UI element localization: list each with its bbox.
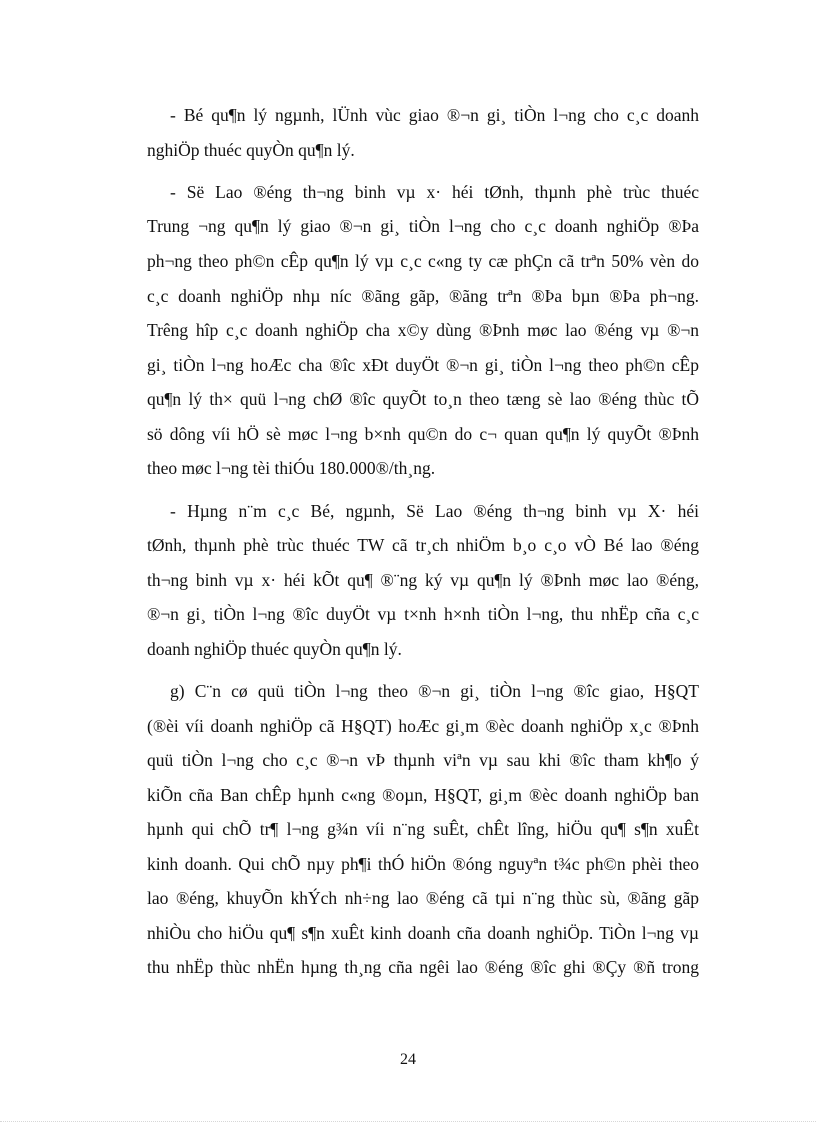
text-line: qu¶n lý th× quü l¬ng chØ ®îc quyÕt to¸n theo tæng sè lao ®éng thùc tÕ <box>147 389 699 409</box>
text-line: hµnh qui chÕ tr¶ l¬ng g¾n víi n¨ng suÊt, chÊt lîng, hiÖu qu¶ s¶n xuÊt <box>147 819 699 839</box>
text-line: theo møc l¬ng tèi thiÓu 180.000®/th¸ng. <box>147 458 436 478</box>
text-line: thu nhËp thùc nhËn hµng th¸ng cña ngêi lao ®éng ®îc ghi ®Çy ®ñ trong <box>147 957 699 977</box>
text-line: th¬ng binh vµ x· héi kÕt qu¶ ®¨ng ký vµ qu¶n lý ®Þnh møc lao ®éng, <box>147 570 699 590</box>
page-bottom-divider <box>0 1121 816 1122</box>
text-line: sö dông víi hÖ sè møc l¬ng b×nh qu©n do c¬ quan qu¶n lý quyÕt ®Þnh <box>147 424 699 444</box>
text-line: doanh nghiÖp thuéc quyÒn qu¶n lý. <box>147 639 402 659</box>
text-line: quü tiÒn l¬ng cho c¸c ®¬n vÞ thµnh viªn vµ sau khi ®îc tham kh¶o ý <box>147 750 699 770</box>
text-line: nhiÒu cho hiÖu qu¶ s¶n xuÊt kinh doanh cña doanh nghiÖp. TiÒn l¬ng vµ <box>147 923 699 943</box>
text-line: kiÕn cña Ban chÊp hµnh c«ng ®oµn, H§QT, gi¸m ®èc doanh nghiÖp ban <box>147 785 699 805</box>
page-number: 24 <box>400 1051 416 1068</box>
text-line: lao ®éng, khuyÕn khÝch nh÷ng lao ®éng cã tµi n¨ng thùc sù, ®ãng gãp <box>147 888 699 908</box>
text-line: - Së Lao ®éng th¬ng binh vµ x· héi tØnh, thµnh phè trùc thuéc <box>170 182 699 202</box>
text-line: kinh doanh. Qui chÕ nµy ph¶i thÓ hiÖn ®óng nguyªn t¾c ph©n phèi theo <box>147 854 699 874</box>
text-line: g) C¨n cø quü tiÒn l¬ng theo ®¬n gi¸ tiÒn l¬ng ®îc giao, H§QT <box>170 681 699 701</box>
text-line: - Hµng n¨m c¸c Bé, ngµnh, Së Lao ®éng th¬ng binh vµ X· héi <box>170 501 699 521</box>
text-line: (®èi víi doanh nghiÖp cã H§QT) hoÆc gi¸m ®èc doanh nghiÖp x¸c ®Þnh <box>147 716 699 736</box>
text-line: Trêng hîp c¸c doanh nghiÖp cha x©y dùng ®Þnh møc lao ®éng vµ ®¬n <box>147 320 699 340</box>
text-line: ph¬ng theo ph©n cÊp qu¶n lý vµ c¸c c«ng ty cæ phÇn cã trªn 50% vèn do <box>147 251 699 271</box>
text-line: tØnh, thµnh phè trùc thuéc TW cã tr¸ch nhiÖm b¸o c¸o vÒ Bé lao ®éng <box>147 535 699 555</box>
text-line: ®¬n gi¸ tiÒn l¬ng ®îc duyÖt vµ t×nh h×nh tiÒn l¬ng, thu nhËp cña c¸c <box>147 604 699 624</box>
text-line: nghiÖp thuéc quyÒn qu¶n lý. <box>147 140 355 160</box>
text-line: c¸c doanh nghiÖp nhµ níc ®ãng gãp, ®ãng trªn ®Þa bµn ®Þa ph¬ng. <box>147 286 699 306</box>
text-line: gi¸ tiÒn l¬ng hoÆc cha ®îc xÐt duyÖt ®¬n gi¸ tiÒn l¬ng theo ph©n cÊp <box>147 355 699 375</box>
text-line: Trung ¬ng qu¶n lý giao ®¬n gi¸ tiÒn l¬ng cho c¸c doanh nghiÖp ®Þa <box>147 216 699 236</box>
text-line: - Bé qu¶n lý ngµnh, lÜnh vùc giao ®¬n gi¸ tiÒn l¬ng cho c¸c doanh <box>170 105 699 125</box>
